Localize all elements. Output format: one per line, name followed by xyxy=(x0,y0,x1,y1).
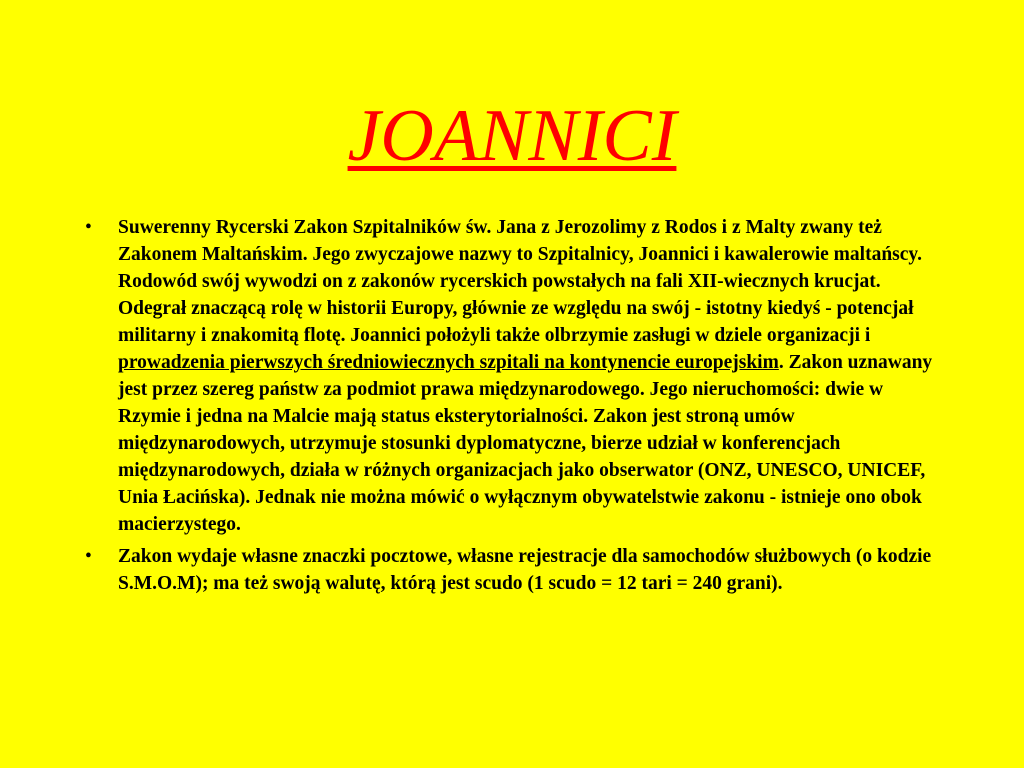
hospitals-link[interactable]: prowadzenia pierwszych średniowiecznych szpitali na kontynencie europejskim xyxy=(118,352,779,373)
bullet-1-text-before: Suwerenny Rycerski Zakon Szpitalników św. Jana z Jerozolimy z Rodos i z Malty zwany też Zakonem Maltańskim. Jego zwyczajowe nazwy to Szpitalnicy, Joannici i kawalerowie maltańscy. Rodowód swój wywodzi on z zakonów rycerskich powstałych na fali XII-wiecznych krucjat. Odegrał znaczącą rolę w historii Europy, głównie ze względu na swój - istotny kiedyś - potencjał militarny i znakomitą flotę. Joannici położyli także olbrzymie zasługi w dziele organizacji i xyxy=(118,217,922,346)
bullet-list xyxy=(85,214,938,602)
bullet-item-1 xyxy=(85,214,938,538)
slide-title xyxy=(0,88,1024,184)
bullet-2-text: Zakon wydaje własne znaczki pocztowe, własne rejestracje dla samochodów służbowych (o kodzie S.M.O.M); ma też swoją walutę, którą jest scudo (1 scudo = 12 tari = 240 grani). xyxy=(118,546,932,594)
bullet-icon: • xyxy=(85,217,92,238)
bullet-item-2 xyxy=(85,543,938,597)
bullet-icon: • xyxy=(85,546,92,567)
bullet-1-text-after: . Zakon uznawany jest przez szereg państw za podmiot prawa międzynarodowego. Jego nieruchomości: dwie w Rzymie i jedna na Malcie mają status eksterytorialności. Zakon jest stroną umów międzynarodowych, utrzymuje stosunki dyplomatyczne, bierze udział w konferencjach międzynarodowych, działa w różnych organizacjach jako obserwator (ONZ, UNESCO, UNICEF, Unia Łacińska). Jednak nie można mówić o wyłącznym obywatelstwie zakonu - istnieje ono obok macierzystego. xyxy=(118,352,933,535)
slide-title-text: JOANNICI xyxy=(347,95,677,177)
